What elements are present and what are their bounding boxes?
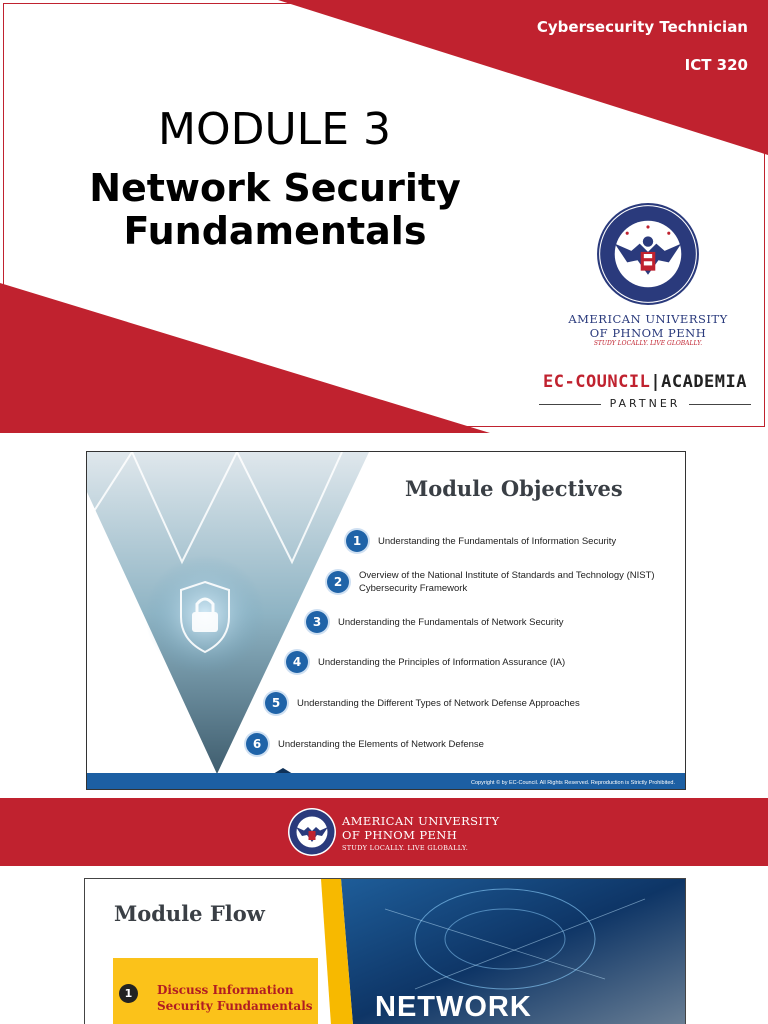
objective-number: 2 bbox=[327, 571, 349, 593]
objective-number: 5 bbox=[265, 692, 287, 714]
module-number: MODULE 3 bbox=[158, 104, 391, 155]
objective-item bbox=[265, 692, 617, 714]
partner-row bbox=[535, 397, 755, 411]
aupp-seal-icon bbox=[596, 202, 700, 306]
module-title: Network Security Fundamentals bbox=[89, 166, 461, 253]
aupp-seal-small-icon bbox=[287, 807, 337, 857]
copyright-notice: Copyright © by EC-Council. All Rights Reserved. Reproduction is Strictly Prohibited. bbox=[471, 780, 675, 786]
university-name-line2: OF PHNOM PENH bbox=[589, 326, 707, 340]
module-flow-slide bbox=[84, 878, 686, 1024]
academia-text: ACADEMIA bbox=[661, 372, 747, 392]
objective-number: 1 bbox=[346, 530, 368, 552]
objective-item bbox=[306, 611, 628, 633]
objectives-slide bbox=[86, 451, 686, 790]
objective-item bbox=[327, 569, 659, 595]
university-name-line1: AMERICAN UNIVERSITY bbox=[568, 312, 728, 326]
objective-text: Understanding the Fundamentals of Network Security bbox=[338, 616, 564, 628]
objective-item bbox=[246, 733, 568, 755]
objective-item bbox=[286, 651, 608, 673]
objective-text: Understanding the Elements of Network Defense bbox=[278, 738, 484, 750]
ec-council-wordmark bbox=[535, 372, 755, 392]
objective-text: Understanding the Fundamentals of Information Security bbox=[378, 535, 617, 547]
ec-council-text: EC-COUNCIL bbox=[543, 372, 651, 392]
objective-number: 4 bbox=[286, 651, 308, 673]
objective-number: 3 bbox=[306, 611, 328, 633]
objective-text: Understanding the Principles of Information Assurance (IA) bbox=[318, 656, 566, 668]
title-slide bbox=[0, 0, 768, 433]
partner-label: PARTNER bbox=[609, 397, 681, 410]
objective-item bbox=[346, 530, 668, 552]
flow-item-number: 1 bbox=[119, 984, 138, 1003]
objective-text: Understanding the Different Types of Network Defense Approaches bbox=[297, 697, 580, 709]
banner-university-line2: OF PHNOM PENH bbox=[342, 828, 458, 842]
ec-council-academia-logo bbox=[535, 372, 755, 414]
flow-title: Module Flow bbox=[114, 901, 265, 926]
course-name: Cybersecurity Technician bbox=[536, 18, 748, 36]
flow-item-text: Discuss Information Security Fundamentals bbox=[157, 983, 313, 1013]
objective-text: Overview of the National Institute of Standards and Technology (NIST) Cybersecurity Framework bbox=[359, 570, 655, 594]
lock-body bbox=[192, 612, 218, 632]
banner-tagline: STUDY LOCALLY. LIVE GLOBALLY. bbox=[342, 844, 469, 852]
course-code: ICT 320 bbox=[684, 56, 748, 74]
objectives-title: Module Objectives bbox=[405, 476, 623, 501]
logo-divider: | bbox=[650, 372, 662, 392]
university-tagline: STUDY LOCALLY. LIVE GLOBALLY. bbox=[593, 340, 703, 347]
objective-number: 6 bbox=[246, 733, 268, 755]
flow-item-card bbox=[113, 958, 318, 1024]
banner-university-line1: AMERICAN UNIVERSITY bbox=[342, 814, 500, 828]
network-word: NETWORK bbox=[375, 991, 532, 1023]
